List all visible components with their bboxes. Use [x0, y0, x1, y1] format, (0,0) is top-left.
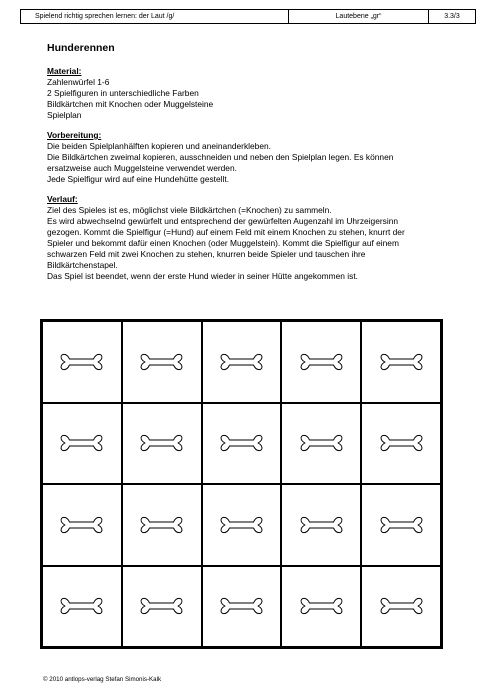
header-level: Lautebene „gr“ [289, 10, 429, 23]
section-title: Vorbereitung: [47, 130, 102, 140]
board-field [281, 403, 361, 485]
page-header [20, 9, 476, 24]
board-field [202, 403, 282, 485]
board-field [361, 403, 441, 485]
instructions [47, 66, 467, 291]
bone-icon [299, 350, 344, 374]
game-board [40, 319, 443, 649]
section-title: Material: [47, 66, 82, 76]
board-field [122, 321, 202, 403]
section-line: Ziel des Spieles ist es, möglichst viele Bildkärtchen (=Knochen) zu sammeln. [47, 205, 332, 215]
board-field [281, 566, 361, 648]
section-line: schwarzen Feld mit zwei Knochen zu stehen, knurren beide Spieler und tauschen ihre [47, 249, 366, 259]
bone-icon [139, 594, 184, 618]
section-line: 2 Spielfiguren in unterschiedliche Farben [47, 88, 199, 98]
bone-icon [299, 594, 344, 618]
section-line: Bildkärtchen mit Knochen oder Muggelsteine [47, 99, 214, 109]
board-field [202, 566, 282, 648]
board-field [122, 403, 202, 485]
board-field [202, 484, 282, 566]
bone-icon [379, 594, 424, 618]
section-line: Bildkärtchenstapel. [47, 260, 118, 270]
header-series-title: Spielend richtig sprechen lernen: der Laut /g/ [21, 10, 289, 23]
section-line: Spieler und bekommt dafür einen Knochen (oder Muggelstein). Kommt die Spielfigur auf einem [47, 238, 399, 248]
bone-icon [59, 513, 104, 537]
bone-icon [59, 431, 104, 455]
board-field [202, 321, 282, 403]
bone-icon [219, 350, 264, 374]
section-verlauf [47, 194, 467, 282]
section-line: ersatzweise auch Muggelsteine verwendet werden. [47, 163, 237, 173]
board-field [281, 484, 361, 566]
bone-icon [59, 350, 104, 374]
board-field [361, 321, 441, 403]
bone-icon [219, 431, 264, 455]
footer-copyright: © 2010 antlops-verlag Stefan Simonis-Kalk [43, 676, 162, 683]
bone-icon [379, 431, 424, 455]
section-line: Spielplan [47, 110, 82, 120]
board-field [361, 566, 441, 648]
bone-icon [299, 431, 344, 455]
section-line: Es wird abwechselnd gewürfelt und entsprechend der gewürfelten Augenzahl im Uhrzeigersinn [47, 216, 399, 226]
section-line: Die Bildkärtchen zweimal kopieren, ausschneiden und neben den Spielplan legen. Es können [47, 152, 394, 162]
bone-icon [379, 513, 424, 537]
section-material [47, 66, 467, 121]
bone-icon [379, 350, 424, 374]
board-field [122, 484, 202, 566]
bone-icon [299, 513, 344, 537]
bone-icon [139, 350, 184, 374]
board-field [42, 484, 122, 566]
section-vorbereitung [47, 130, 467, 185]
bone-icon [219, 513, 264, 537]
section-line: Zahlenwürfel 1-6 [47, 77, 110, 87]
section-line: Die beiden Spielplanhälften kopieren und aneinanderkleben. [47, 141, 271, 151]
bone-icon [219, 594, 264, 618]
bone-icon [139, 431, 184, 455]
board-field [42, 321, 122, 403]
board-field [122, 566, 202, 648]
header-page-number: 3.3/3 [444, 13, 460, 20]
section-line: Das Spiel ist beendet, wenn der erste Hund wieder in seiner Hütte angekommen ist. [47, 271, 358, 281]
board-field [361, 484, 441, 566]
board-field [42, 566, 122, 648]
board-field [42, 403, 122, 485]
page-title: Hunderennen [47, 42, 115, 54]
bone-icon [59, 594, 104, 618]
section-line: gezogen. Kommt die Spielfigur (=Hund) auf einem Feld mit einem Knochen zu stehen, knurrt der [47, 227, 405, 237]
bone-icon [139, 513, 184, 537]
section-title: Verlauf: [47, 194, 78, 204]
board-field [281, 321, 361, 403]
section-line: Jede Spielfigur wird auf eine Hundehütte gestellt. [47, 174, 230, 184]
